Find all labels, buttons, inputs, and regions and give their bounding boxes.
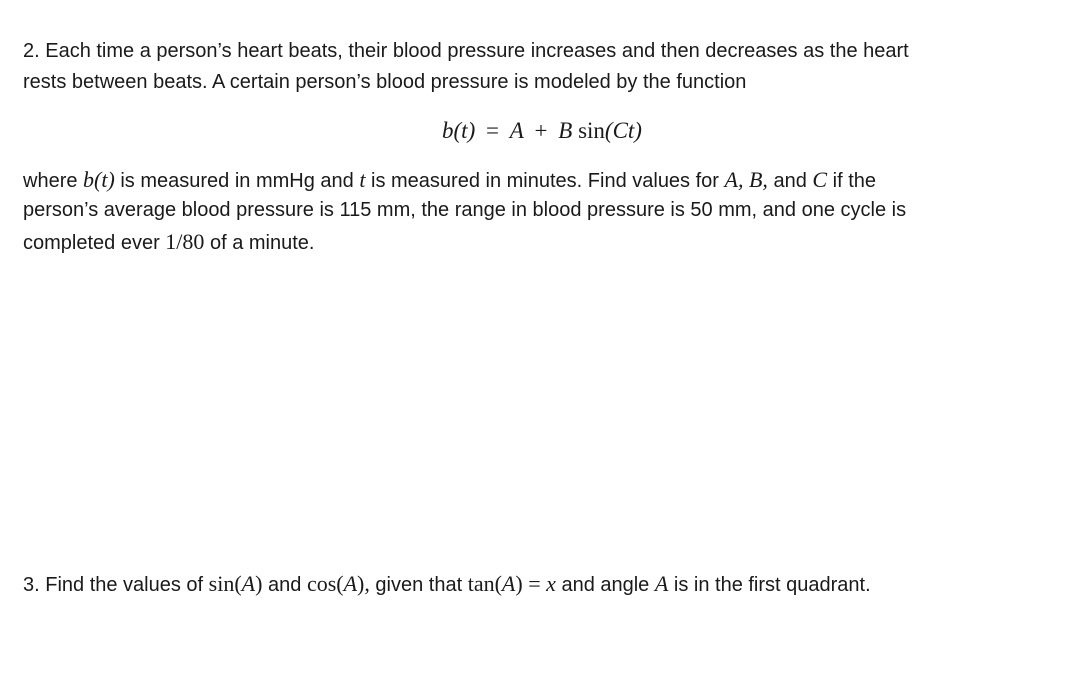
equation-argument: (Ct) [604, 118, 642, 143]
equation-sin: sin [578, 118, 605, 143]
text-segment: if the [827, 170, 876, 192]
text-segment: and [767, 170, 813, 192]
text-segment: of a minute. [204, 232, 315, 254]
problem-2-line-3 [23, 164, 1063, 195]
text-segment: completed ever [23, 232, 166, 254]
math-close: ) [515, 571, 523, 596]
equation-term-B: B [558, 118, 573, 143]
math-A: A [654, 571, 669, 596]
math-C: C [812, 167, 828, 192]
problem-2-intro [23, 36, 1063, 98]
math-A: A [343, 571, 358, 596]
equation-term-A: A [509, 118, 524, 143]
problem-2-line-4: person’s average blood pressure is 115 mm, the range in blood pressure is 50 mm, and one cycle is [23, 199, 907, 221]
math-x: x [546, 571, 556, 596]
problem-2-body [23, 164, 1063, 257]
math-equals: = [522, 571, 547, 596]
math-A: A [501, 571, 516, 596]
math-close: ) [255, 571, 263, 596]
math-b-of-t: b(t) [83, 167, 115, 192]
problem-2-line-1: 2. Each time a person’s heart beats, their blood pressure increases and then decreases as the heart [23, 40, 909, 62]
text-segment: and angle [555, 574, 655, 596]
problem-2-line-2: rests between beats. A certain person’s blood pressure is modeled by the function [23, 71, 747, 93]
math-A-B: A, B, [724, 167, 768, 192]
text-segment: is measured in minutes. Find values for [365, 170, 725, 192]
problem-3 [23, 568, 1063, 599]
math-A: A [241, 571, 256, 596]
math-close: ), [357, 571, 370, 596]
text-segment: 3. Find the values of [23, 574, 209, 596]
text-segment: is measured in mmHg and [114, 170, 360, 192]
math-tan-open: tan( [467, 571, 502, 596]
equation-plus: + [534, 118, 548, 143]
math-sin-open: sin( [208, 571, 242, 596]
text-segment: given that [369, 574, 468, 596]
equation-lhs: b(t) [442, 118, 476, 143]
problem-3-line-1 [23, 568, 1063, 599]
text-segment: where [23, 170, 84, 192]
problem-2-line-5 [23, 226, 1063, 257]
text-segment: is in the first quadrant. [668, 574, 871, 596]
equation-equals: = [485, 118, 499, 143]
text-segment: and [262, 574, 307, 596]
problem-2-equation [0, 115, 1084, 146]
math-cos-open: cos( [306, 571, 344, 596]
math-t: t [359, 167, 366, 192]
math-fraction: 1/80 [165, 229, 205, 254]
